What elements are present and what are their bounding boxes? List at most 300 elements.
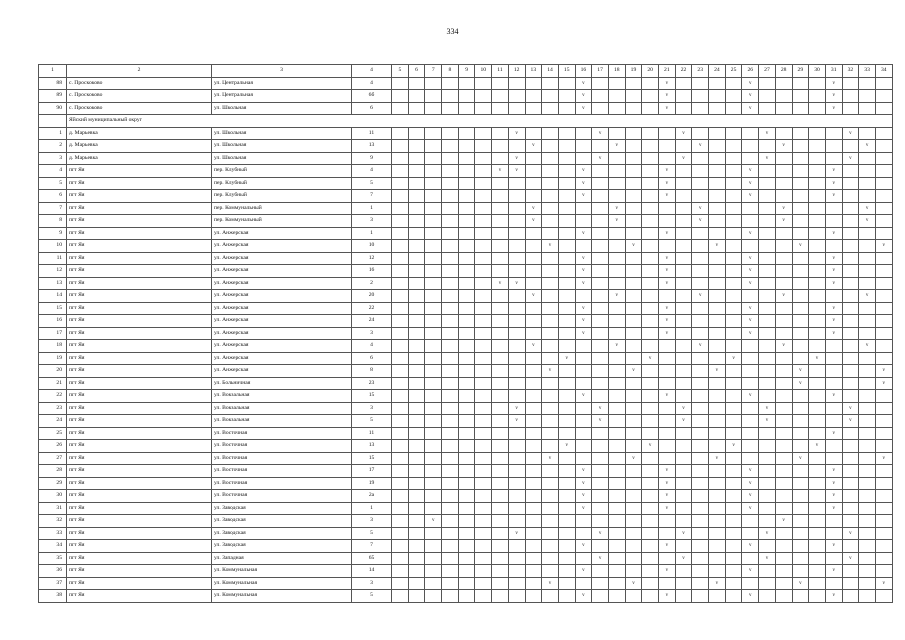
empty-cell — [825, 527, 842, 540]
settlement-cell: пгт Яя — [67, 277, 212, 290]
empty-cell — [842, 377, 859, 390]
empty-cell — [575, 215, 592, 228]
empty-cell — [392, 127, 409, 140]
empty-cell — [675, 252, 692, 265]
empty-cell — [408, 477, 425, 490]
settlement-cell: пгт Яя — [67, 290, 212, 303]
empty-cell — [542, 440, 559, 453]
empty-cell — [475, 377, 492, 390]
empty-cell — [575, 377, 592, 390]
column-header: 11 — [492, 65, 509, 78]
empty-cell — [775, 277, 792, 290]
empty-cell — [625, 390, 642, 403]
empty-cell — [575, 577, 592, 590]
empty-cell — [542, 402, 559, 415]
empty-cell — [675, 352, 692, 365]
empty-cell — [575, 340, 592, 353]
empty-cell — [508, 140, 525, 153]
empty-cell — [608, 590, 625, 603]
empty-cell — [675, 102, 692, 115]
empty-cell — [875, 340, 892, 353]
check-mark: v — [659, 565, 676, 578]
empty-cell — [542, 190, 559, 203]
check-mark: v — [775, 515, 792, 528]
empty-cell — [392, 327, 409, 340]
empty-cell — [492, 477, 509, 490]
empty-cell — [859, 540, 876, 553]
check-mark: v — [792, 365, 809, 378]
empty-cell — [475, 440, 492, 453]
empty-cell — [508, 265, 525, 278]
empty-cell — [642, 477, 659, 490]
empty-cell — [709, 565, 726, 578]
settlement-cell: пгт Яя — [67, 365, 212, 378]
street-cell: ул. Центральная — [212, 77, 352, 90]
empty-cell — [809, 552, 826, 565]
column-header: 5 — [392, 65, 409, 78]
empty-cell — [392, 590, 409, 603]
empty-cell — [492, 352, 509, 365]
empty-cell — [458, 252, 475, 265]
check-mark: v — [575, 477, 592, 490]
empty-cell — [425, 502, 442, 515]
empty-cell — [492, 540, 509, 553]
check-mark: v — [775, 215, 792, 228]
empty-cell — [625, 265, 642, 278]
street-cell: ул. Заводская — [212, 515, 352, 528]
empty-cell — [558, 427, 575, 440]
empty-cell — [425, 290, 442, 303]
empty-cell — [425, 140, 442, 153]
empty-cell — [742, 140, 759, 153]
empty-cell — [809, 177, 826, 190]
check-mark: v — [659, 252, 676, 265]
check-mark: v — [742, 277, 759, 290]
empty-cell — [442, 452, 459, 465]
empty-cell — [675, 440, 692, 453]
empty-cell — [475, 477, 492, 490]
empty-cell — [875, 140, 892, 153]
empty-cell — [392, 202, 409, 215]
check-mark: v — [675, 152, 692, 165]
settlement-cell: пгт Яя — [67, 552, 212, 565]
check-mark: v — [742, 465, 759, 478]
empty-cell — [692, 365, 709, 378]
empty-cell — [675, 477, 692, 490]
check-mark: v — [575, 165, 592, 178]
check-mark: v — [759, 152, 776, 165]
empty-cell — [608, 277, 625, 290]
check-mark: v — [859, 202, 876, 215]
empty-cell — [558, 302, 575, 315]
empty-cell — [675, 215, 692, 228]
empty-cell — [759, 102, 776, 115]
empty-cell — [475, 590, 492, 603]
table-row — [39, 177, 893, 190]
empty-cell — [458, 140, 475, 153]
empty-cell — [425, 252, 442, 265]
empty-cell — [558, 215, 575, 228]
check-mark: v — [525, 202, 542, 215]
empty-cell — [859, 177, 876, 190]
empty-cell — [558, 252, 575, 265]
empty-cell — [692, 590, 709, 603]
check-mark: v — [742, 90, 759, 103]
empty-cell — [458, 165, 475, 178]
empty-cell — [408, 177, 425, 190]
empty-cell — [392, 315, 409, 328]
empty-cell — [592, 177, 609, 190]
empty-cell — [659, 377, 676, 390]
check-mark: v — [575, 177, 592, 190]
empty-cell — [475, 527, 492, 540]
empty-cell — [425, 215, 442, 228]
empty-cell — [725, 540, 742, 553]
check-mark: v — [809, 440, 826, 453]
empty-cell — [425, 327, 442, 340]
empty-cell — [842, 265, 859, 278]
check-mark: v — [825, 227, 842, 240]
empty-cell — [692, 452, 709, 465]
empty-cell — [625, 177, 642, 190]
empty-cell — [725, 465, 742, 478]
empty-cell — [842, 140, 859, 153]
empty-cell — [742, 552, 759, 565]
table-row — [39, 327, 893, 340]
empty-cell — [442, 565, 459, 578]
empty-cell — [859, 315, 876, 328]
empty-cell — [659, 152, 676, 165]
empty-cell — [608, 127, 625, 140]
check-mark: v — [859, 290, 876, 303]
empty-cell — [408, 502, 425, 515]
check-mark: v — [875, 365, 892, 378]
empty-cell — [859, 252, 876, 265]
empty-cell — [859, 577, 876, 590]
empty-cell — [875, 265, 892, 278]
check-mark: v — [659, 265, 676, 278]
empty-cell — [859, 365, 876, 378]
settlement-cell: пгт Яя — [67, 177, 212, 190]
header-row — [39, 65, 893, 78]
check-mark: v — [575, 227, 592, 240]
empty-cell — [525, 415, 542, 428]
check-mark: v — [608, 202, 625, 215]
empty-cell — [425, 265, 442, 278]
check-mark: v — [742, 227, 759, 240]
row-number: 38 — [39, 590, 67, 603]
empty-cell — [792, 190, 809, 203]
column-header: 31 — [825, 65, 842, 78]
empty-cell — [709, 227, 726, 240]
row-number: 35 — [39, 552, 67, 565]
empty-cell — [742, 527, 759, 540]
empty-cell — [475, 190, 492, 203]
empty-cell — [659, 140, 676, 153]
empty-cell — [442, 315, 459, 328]
empty-cell — [608, 315, 625, 328]
column-header: 24 — [709, 65, 726, 78]
empty-cell — [408, 315, 425, 328]
check-mark: v — [825, 465, 842, 478]
check-mark: v — [575, 302, 592, 315]
empty-cell — [442, 202, 459, 215]
empty-cell — [558, 452, 575, 465]
empty-cell — [859, 502, 876, 515]
empty-cell — [759, 240, 776, 253]
empty-cell — [809, 590, 826, 603]
empty-cell — [542, 490, 559, 503]
empty-cell — [625, 402, 642, 415]
check-mark: v — [742, 390, 759, 403]
empty-cell — [492, 340, 509, 353]
empty-cell — [542, 327, 559, 340]
street-cell: ул. Заводская — [212, 527, 352, 540]
street-cell: ул. Анжерская — [212, 352, 352, 365]
empty-cell — [642, 315, 659, 328]
empty-cell — [408, 452, 425, 465]
empty-cell — [875, 252, 892, 265]
empty-cell — [759, 490, 776, 503]
empty-cell — [775, 365, 792, 378]
empty-cell — [508, 77, 525, 90]
empty-cell — [875, 315, 892, 328]
empty-cell — [425, 152, 442, 165]
empty-cell — [608, 490, 625, 503]
check-mark: v — [792, 377, 809, 390]
empty-cell — [659, 202, 676, 215]
empty-cell — [725, 340, 742, 353]
settlement-cell: с. Проскоково — [67, 90, 212, 103]
empty-cell — [625, 315, 642, 328]
empty-cell — [425, 165, 442, 178]
settlement-cell: пгт Яя — [67, 165, 212, 178]
empty-cell — [442, 465, 459, 478]
empty-cell — [542, 177, 559, 190]
column-header: 16 — [575, 65, 592, 78]
empty-cell — [392, 515, 409, 528]
settlement-cell: с. Проскоково — [67, 102, 212, 115]
empty-cell — [842, 202, 859, 215]
empty-cell — [692, 527, 709, 540]
house-cell: 1 — [352, 502, 392, 515]
empty-cell — [542, 340, 559, 353]
row-number: 16 — [39, 315, 67, 328]
check-mark: v — [742, 177, 759, 190]
column-header: 17 — [592, 65, 609, 78]
house-cell: 1 — [352, 202, 392, 215]
empty-cell — [809, 90, 826, 103]
empty-cell — [408, 590, 425, 603]
empty-cell — [442, 152, 459, 165]
empty-cell — [525, 327, 542, 340]
empty-cell — [809, 265, 826, 278]
table-row — [39, 227, 893, 240]
empty-cell — [875, 352, 892, 365]
empty-cell — [725, 415, 742, 428]
empty-cell — [608, 240, 625, 253]
empty-cell — [542, 202, 559, 215]
empty-cell — [642, 377, 659, 390]
empty-cell — [392, 215, 409, 228]
table-row — [39, 377, 893, 390]
row-number: 5 — [39, 177, 67, 190]
empty-cell — [392, 302, 409, 315]
empty-cell — [392, 390, 409, 403]
empty-cell — [742, 577, 759, 590]
empty-cell — [508, 440, 525, 453]
empty-cell — [575, 415, 592, 428]
table-row — [39, 565, 893, 578]
check-mark: v — [742, 190, 759, 203]
empty-cell — [558, 490, 575, 503]
empty-cell — [692, 315, 709, 328]
check-mark: v — [508, 165, 525, 178]
empty-cell — [425, 590, 442, 603]
empty-cell — [508, 227, 525, 240]
empty-cell — [458, 465, 475, 478]
check-mark: v — [592, 127, 609, 140]
empty-cell — [525, 252, 542, 265]
row-number: 26 — [39, 440, 67, 453]
empty-cell — [575, 452, 592, 465]
empty-cell — [642, 452, 659, 465]
empty-cell — [425, 90, 442, 103]
column-header: 7 — [425, 65, 442, 78]
empty-cell — [475, 165, 492, 178]
empty-cell — [675, 77, 692, 90]
empty-cell — [709, 252, 726, 265]
check-mark: v — [692, 202, 709, 215]
table-row — [39, 490, 893, 503]
empty-cell — [525, 440, 542, 453]
empty-cell — [458, 565, 475, 578]
empty-cell — [408, 565, 425, 578]
empty-cell — [608, 477, 625, 490]
empty-cell — [608, 402, 625, 415]
house-cell: 17 — [352, 465, 392, 478]
empty-cell — [759, 352, 776, 365]
empty-cell — [759, 227, 776, 240]
check-mark: v — [742, 265, 759, 278]
empty-cell — [442, 227, 459, 240]
empty-cell — [458, 427, 475, 440]
empty-cell — [442, 502, 459, 515]
empty-cell — [492, 227, 509, 240]
empty-cell — [592, 227, 609, 240]
empty-cell — [442, 302, 459, 315]
empty-cell — [625, 152, 642, 165]
empty-cell — [475, 265, 492, 278]
empty-cell — [775, 240, 792, 253]
house-cell: 6 — [352, 102, 392, 115]
empty-cell — [558, 365, 575, 378]
empty-cell — [659, 215, 676, 228]
empty-cell — [725, 390, 742, 403]
empty-cell — [842, 477, 859, 490]
empty-cell — [859, 152, 876, 165]
empty-cell — [709, 590, 726, 603]
empty-cell — [475, 215, 492, 228]
settlement-cell: пгт Яя — [67, 465, 212, 478]
empty-cell — [792, 490, 809, 503]
house-cell: 15 — [352, 390, 392, 403]
street-cell: пер. Клубный — [212, 177, 352, 190]
empty-cell — [742, 152, 759, 165]
empty-cell — [558, 240, 575, 253]
empty-cell — [492, 452, 509, 465]
check-mark: v — [742, 252, 759, 265]
empty-cell — [525, 477, 542, 490]
empty-cell — [475, 552, 492, 565]
empty-cell — [492, 152, 509, 165]
empty-cell — [408, 102, 425, 115]
check-mark: v — [675, 527, 692, 540]
table-row — [39, 352, 893, 365]
empty-cell — [392, 402, 409, 415]
empty-cell — [675, 365, 692, 378]
empty-cell — [725, 315, 742, 328]
empty-cell — [542, 215, 559, 228]
empty-cell — [709, 90, 726, 103]
empty-cell — [558, 290, 575, 303]
empty-cell — [809, 277, 826, 290]
settlement-cell: пгт Яя — [67, 590, 212, 603]
empty-cell — [442, 127, 459, 140]
empty-cell — [809, 415, 826, 428]
empty-cell — [592, 490, 609, 503]
empty-cell — [809, 502, 826, 515]
empty-cell — [725, 365, 742, 378]
check-mark: v — [659, 102, 676, 115]
empty-cell — [725, 190, 742, 203]
empty-cell — [792, 77, 809, 90]
empty-cell — [408, 215, 425, 228]
table-row — [39, 540, 893, 553]
empty-cell — [625, 540, 642, 553]
check-mark: v — [675, 552, 692, 565]
empty-cell — [692, 177, 709, 190]
empty-cell — [558, 102, 575, 115]
empty-cell — [692, 190, 709, 203]
table-row — [39, 577, 893, 590]
empty-cell — [558, 402, 575, 415]
empty-cell — [842, 102, 859, 115]
empty-cell — [709, 427, 726, 440]
empty-cell — [458, 290, 475, 303]
empty-cell — [508, 577, 525, 590]
empty-cell — [625, 127, 642, 140]
empty-cell — [675, 265, 692, 278]
empty-cell — [792, 415, 809, 428]
empty-cell — [442, 277, 459, 290]
check-mark: v — [659, 315, 676, 328]
empty-cell — [625, 202, 642, 215]
empty-cell — [692, 415, 709, 428]
empty-cell — [809, 315, 826, 328]
empty-cell — [408, 252, 425, 265]
empty-cell — [425, 352, 442, 365]
empty-cell — [542, 102, 559, 115]
empty-cell — [725, 77, 742, 90]
empty-cell — [558, 502, 575, 515]
empty-cell — [508, 302, 525, 315]
check-mark: v — [575, 565, 592, 578]
empty-cell — [692, 390, 709, 403]
empty-cell — [759, 277, 776, 290]
empty-cell — [558, 277, 575, 290]
empty-cell — [592, 252, 609, 265]
